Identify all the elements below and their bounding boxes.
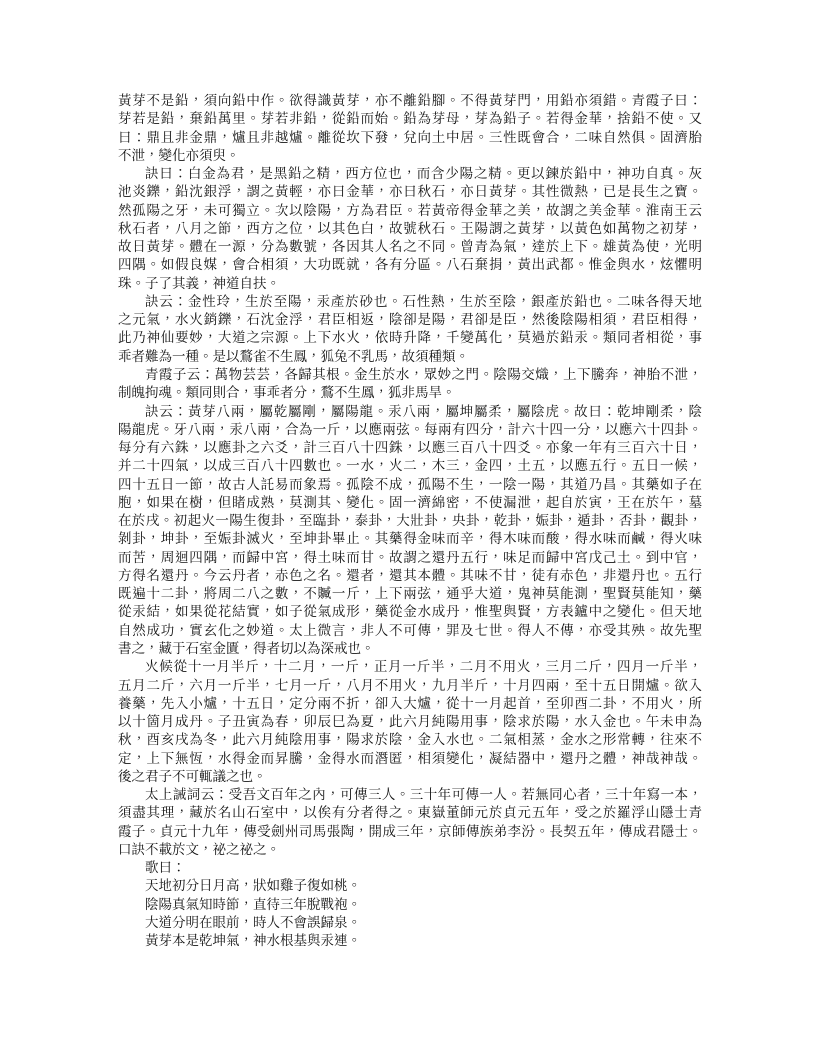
text-line: 訣曰：白金為君，是黑鉛之精，西方位也，而含少陽之精。更以鍊於鉛中，神功自真。灰 — [145, 166, 702, 182]
text-column — [118, 92, 702, 950]
text-line: 霞子。貞元十九年，傳受劍州司馬張陶，開成三年，京師傳族弟李汾。長契五年，傳成君隱士。 — [118, 823, 702, 839]
text-line: 剝卦，坤卦，至娠卦滅火，至坤卦畢止。其藥得金味而辛，得木味而酸，得水味而鹹，得火味 — [118, 531, 702, 547]
text-line: 後之君子不可輒議之也。 — [118, 768, 267, 784]
text-line: 以十箇月成丹。子丑寅為春，卯辰巳為夏，此六月純陽用事，陰求於陽，水入金也。午未申為 — [118, 714, 702, 730]
text-line: 黃芽本是乾坤氣，神水根基與汞連。 — [145, 933, 361, 949]
text-line: 此乃神仙要妙，大道之宗源。上下水火，依時升降，千變萬化，莫過於鉛汞。類同者相從，事 — [118, 330, 702, 346]
text-line: 胞，如果在樹，但睹成熟，莫測其、變化。固一濟綿密，不使漏泄，起自於寅，王在於午，墓 — [118, 494, 702, 510]
text-line: 芽若是鉛，棄鉛萬里。芽若非鉛，從鉛而始。鉛為芽母，芽為鉛子。若得金華，捨鉛不使。又 — [118, 111, 702, 127]
text-line: 養藥，先入小爐，十五日，定分兩不折，卻入大爐，從十一月起首，至卯酉二卦，不用火，所 — [118, 695, 702, 711]
text-line: 四十五日一節，故古人託易而象焉。孤陰不成，孤陽不生，一陰一陽，其道乃昌。其藥如子在 — [118, 476, 702, 492]
text-line: 自然成功，實玄化之妙道。太上微言，非人不可傳，罪及七世。得人不傳，亦受其殃。故先聖 — [118, 622, 702, 638]
text-line: 乖者難為一種。是以鶩雀不生鳳，狐兔不乳馬，故須種類。 — [118, 348, 469, 364]
text-line: 須盡其理，藏於名山石室中，以俟有分者得之。東嶽董師元於貞元五年，受之於羅浮山隱士青 — [118, 805, 702, 821]
text-line: 池炎鑠，鉛沈銀浮，謂之黃輕，亦曰金華，亦曰秋石，亦日黃芽。其性微熱，已是長生之寶。 — [118, 184, 702, 200]
text-line: 而苦，周迴四隅，而歸中宮，得土味而甘。故謂之還丹五行，味足而歸中宮戊己土。到中官， — [118, 549, 702, 565]
text-line: 珠。子了其義，神道自扶。 — [118, 275, 280, 291]
text-line: 陽龍虎。牙八兩，汞八兩，合為一斤，以應兩弦。每兩有四分，計六十四一分，以應六十四卦。 — [118, 421, 702, 437]
text-line: 制魄拘魂。類同則合，事乖者分，鶩不生鳳，狐非馬旱。 — [118, 385, 456, 401]
text-line: 天地初分日月高，狀如雞子復如桃。 — [145, 878, 361, 894]
text-line: 故日黃芽。體在一源，分為數號，各因其人名之不同。曾青為氣，達於上下。雄黃為使，光明 — [118, 239, 702, 255]
text-line: 大道分明在眼前，時人不會誤歸泉。 — [145, 914, 361, 930]
text-line: 從汞結，如果從花結實，如子從氣成形，藥從金水成丹，惟聖與賢，方表鑪中之變化。但天地 — [118, 604, 702, 620]
text-line: 訣云：黃芽八兩，屬乾屬剛，屬陽龍。汞八兩，屬坤屬柔，屬陰虎。故曰：乾坤剛柔，陰 — [145, 403, 702, 419]
text-line: 之元氣，水火銷鑠，石沈金浮，君臣相返，陰卻是陽，君卻是臣，然後陰陽相須，君臣相得， — [118, 312, 702, 328]
text-line: 口訣不載於文，祕之祕之。 — [118, 841, 280, 857]
text-line: 書之，藏于石室金匱，得者切以為深戒也。 — [118, 640, 375, 656]
text-line: 陰陽真氣知時節，直待三年脫戰袍。 — [145, 896, 361, 912]
text-line: 太上誡詞云：受吾文百年之內，可傳三人。三十年可傳一人。若無同心者，三十年寫一本， — [145, 787, 702, 803]
text-line: 既遍十二卦，將周二八之數，不贓一斤，上下兩弦，通乎大道，鬼神莫能測，聖賢莫能知，藥 — [118, 586, 702, 602]
text-line: 在於戌。初起火一陽生復卦，至臨卦，泰卦，大壯卦，央卦，乾卦，娠卦，遁卦，否卦，觀卦， — [118, 513, 702, 529]
text-line: 訣云：金性玲，生於至陽，汞產於砂也。石性熱，生於至陰，銀產於鉛也。二味各得天地 — [145, 293, 702, 309]
text-line: 不泄，變化亦須臾。 — [118, 147, 240, 163]
text-line: 秋石者，八月之節，西方之位，以其色白，故號秋石。王陽謂之黃芽，以黃色如萬物之初芽， — [118, 220, 702, 236]
text-line: 四隅。如假良媒，會合相須，大功既就，各有分區。八石棄捐，黃出武都。惟金與水，炫懼明 — [118, 257, 702, 273]
text-line: 歌曰： — [145, 860, 186, 876]
text-line: 黃芽不是鉛，須向鉛中作。欲得識黃芽，亦不離鉛腳。不得黃芽門，用鉛亦須錯。青霞子曰： — [118, 93, 702, 108]
text-line: 五月二斤，六月一斤半，七月一斤，八月不用火，九月半斤，十月四兩，至十五日開爐。欲入 — [118, 677, 702, 693]
text-line: 曰：鼎且非金鼎，爐且非越爐。離從坎下發，兌向土中居。三性既會合，二味自然俱。固濟胎 — [118, 129, 702, 145]
text-line: 秋，酉亥戌為冬，此六月純陰用事，陽求於陰，金入水也。二氣相蒸，金水之形常轉，往來不 — [118, 732, 702, 748]
text-line: 定，上下無恆，水得金而昇騰，金得水而潛匿，相須變化，凝結器中，還丹之體，神哉神哉。 — [118, 750, 702, 766]
text-line: 青霞子云：萬物芸芸，各歸其根。金生於水，眾妙之門。陰陽交熾，上下騰奔，神胎不泄， — [145, 366, 702, 382]
text-line: 方得名還丹。今云丹者，赤色之名。還者，還其本體。其味不甘，徒有赤色，非還丹也。五行 — [118, 567, 702, 583]
text-line: 每分有六銖，以應卦之六爻，計三百八十四銖，以應三百八十四爻。亦象一年有三百六十日， — [118, 440, 702, 456]
text-line: 然孤陽之牙，未可獨立。次以陰陽，方為君臣。若黃帝得金華之美，故謂之美金華。淮南王云 — [118, 202, 702, 218]
text-line: 并二十四氣，以成三百八十四數也。一水，火二，木三，金四，土五，以應五行。五日一候， — [118, 458, 702, 474]
text-line: 火候從十一月半斤，十二月，一斤，正月一斤半，二月不用火，三月二斤，四月一斤半， — [145, 659, 702, 675]
